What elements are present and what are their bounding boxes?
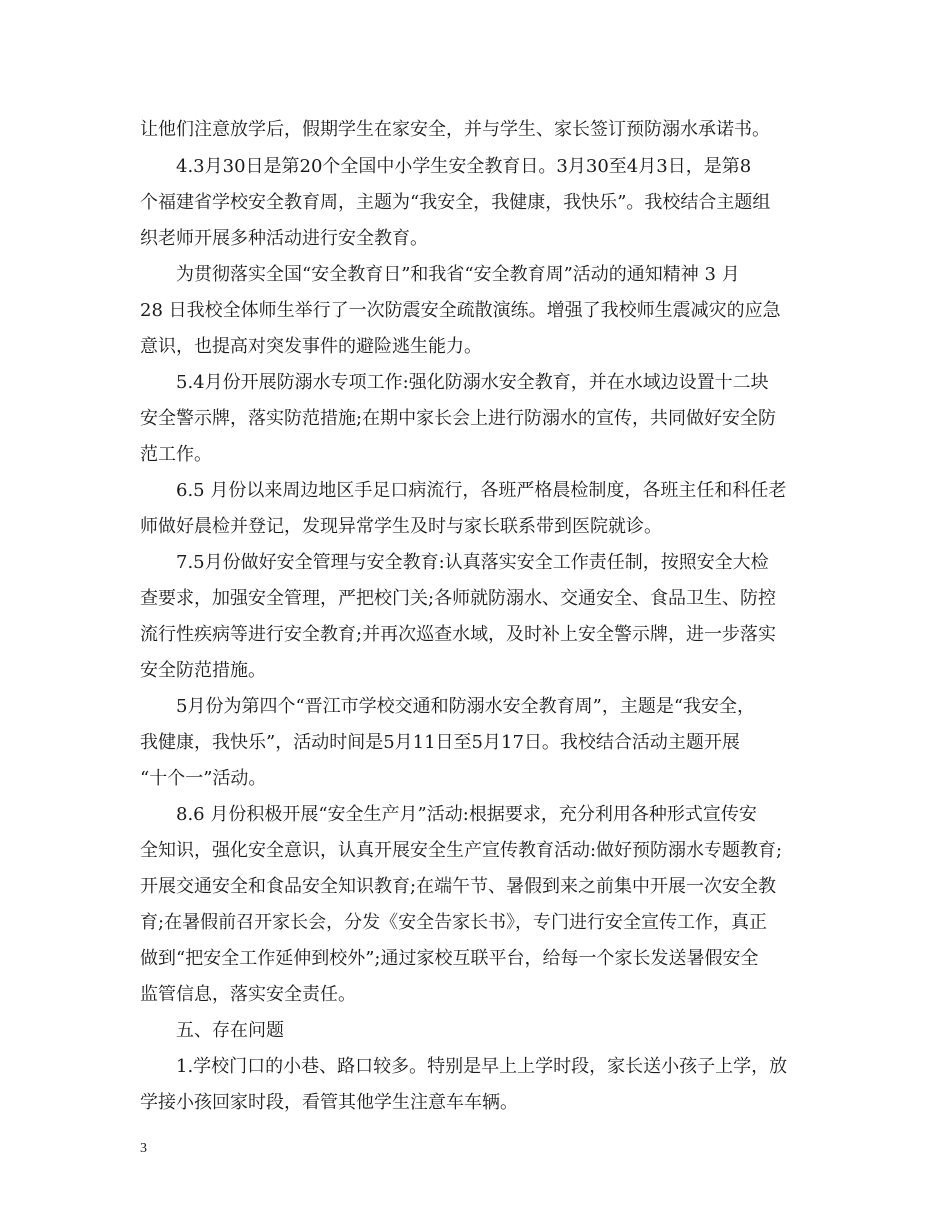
paragraph-item-7-line-1: 7.5月份做好安全管理与安全教育:认真落实安全工作责任制，按照安全大检 <box>176 552 769 573</box>
text-line: 安全防范措施。 <box>140 660 266 681</box>
text-line: 我健康，我快乐”，活动时间是5月11日至5月17日。我校结合活动主题开展 <box>140 732 740 753</box>
text-line: 个福建省学校安全教育周，主题为“我安全，我健康，我快乐”。我校结合主题组 <box>140 192 771 213</box>
paragraph-item-5-line-1: 5.4月份开展防溺水专项工作:强化防溺水安全教育，并在水域边设置十二块 <box>176 372 769 393</box>
page-number: 3 <box>140 1141 147 1156</box>
text-line: 安全警示牌，落实防范措施;在期中家长会上进行防溺水的宣传，共同做好安全防 <box>140 408 777 429</box>
section-heading-problems: 五、存在问题 <box>176 1020 284 1041</box>
text-line: 育;在暑假前召开家长会，分发《安全告家长书》，专门进行安全宣传工作，真正 <box>140 912 768 933</box>
text-line: 做到“把安全工作延伸到校外”;通过家校互联平台，给每一个家长发送暑假安全 <box>140 948 759 969</box>
text-line: 意识，也提高对突发事件的避险逃生能力。 <box>140 336 482 357</box>
paragraph-item-8-line-1: 8.6 月份积极开展“安全生产月”活动:根据要求，充分利用各种形式宣传安 <box>176 804 757 825</box>
text-line: 让他们注意放学后，假期学生在家安全，并与学生、家长签订预防溺水承诺书。 <box>140 119 770 140</box>
text-line: 全知识，强化安全意识，认真开展安全生产宣传教育活动:做好预防溺水专题教育; <box>140 840 783 861</box>
paragraph-drill-line-1: 为贯彻落实全国“安全教育日”和我省“安全教育周”活动的通知精神 3 月 <box>176 264 740 285</box>
paragraph-item-4-line-1: 4.3月30日是第20个全国中小学生安全教育日。3月30至4月3日，是第8 <box>176 156 752 177</box>
text-line: 学接小孩回家时段，看管其他学生注意车车辆。 <box>140 1092 518 1113</box>
text-line: 监管信息，落实安全责任。 <box>140 984 356 1005</box>
text-line: 师做好晨检并登记，发现异常学生及时与家长联系带到医院就诊。 <box>140 516 662 537</box>
text-line: “十个一”活动。 <box>140 768 267 789</box>
text-line: 开展交通安全和食品安全知识教育;在端午节、暑假到来之前集中开展一次安全教 <box>140 876 777 897</box>
text-line: 查要求，加强安全管理，严把校门关;各师就防溺水、交通安全、食品卫生、防控 <box>140 588 777 609</box>
text-line: 流行性疾病等进行安全教育;并再次巡查水域，及时补上安全警示牌，进一步落实 <box>140 624 777 645</box>
paragraph-item-6-line-1: 6.5 月份以来周边地区手足口病流行，各班严格晨检制度，各班主任和科任老 <box>176 480 787 501</box>
paragraph-problem-1-line-1: 1.学校门口的小巷、路口较多。特别是早上上学时段，家长送小孩子上学，放 <box>176 1056 788 1077</box>
text-line: 范工作。 <box>140 444 212 465</box>
text-line: 织老师开展多种活动进行安全教育。 <box>140 228 428 249</box>
text-line: 28 日我校全体师生举行了一次防震安全疏散演练。增强了我校师生震减灾的应急 <box>140 300 781 321</box>
paragraph-week-line-1: 5月份为第四个“晋江市学校交通和防溺水安全教育周”，主题是“我安全， <box>176 696 756 717</box>
